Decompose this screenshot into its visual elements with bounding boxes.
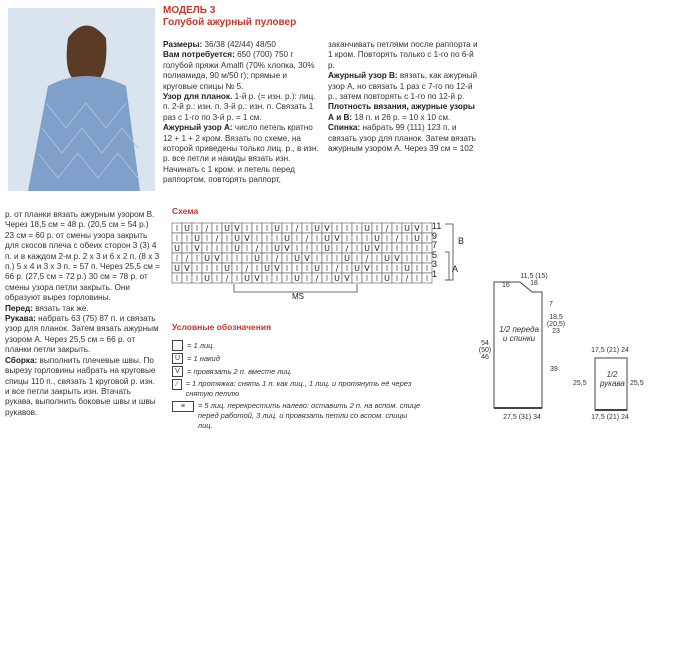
- legend-symbol-glyph: ∕: [176, 381, 178, 388]
- legend-title: Условные обозначения: [172, 322, 272, 332]
- chart-symbol: U: [204, 254, 210, 263]
- assembly-label: Сборка:: [5, 355, 38, 365]
- instructions-col1: [163, 40, 323, 186]
- chart-symbol: U: [384, 254, 390, 263]
- chart-symbol: V: [244, 234, 250, 243]
- sleeve-bottom-measure: 17,5 (21) 24: [591, 414, 629, 421]
- chart-symbol: U: [374, 234, 380, 243]
- legend-list: [172, 340, 422, 433]
- chart-symbol: U: [354, 264, 360, 273]
- chart-symbol: V: [234, 224, 240, 233]
- density-label: Плотность вязания, ажурные узоры А и В:: [328, 102, 475, 122]
- symbol-knit: [172, 340, 183, 351]
- back-label: Спинка:: [328, 123, 361, 133]
- chart-symbol: V: [364, 264, 370, 273]
- sizes-label: Размеры:: [163, 40, 203, 49]
- chart-symbol: V: [284, 244, 290, 253]
- chart-symbol: U: [244, 274, 250, 283]
- lace-a-text: число петель кратно 12 + 1 + 2 кром. Вязать по схеме, на которой приведены только лиц. р., в изн. р. все петли и накиды вязать изн. Начинать с 1 кром. и петель перед раппортом, повторять раппорт,: [163, 123, 319, 185]
- chart-symbol: ∕: [245, 264, 249, 273]
- band-label: Узор для планок.: [163, 92, 233, 102]
- legend-symbol-glyph: U: [174, 355, 181, 362]
- sleeve-left-height: 25,5: [573, 380, 587, 387]
- legend-item-yo: [172, 353, 422, 364]
- chart-symbol: V: [324, 224, 330, 233]
- chart-label-a: A: [452, 264, 459, 274]
- chart-symbol: ∕: [185, 254, 189, 263]
- chart-symbol: V: [214, 254, 220, 263]
- yarn-label: Вам потребуется:: [163, 50, 235, 60]
- sleeve-label: Рукава:: [5, 314, 36, 324]
- sleeve-right-height: 25,5: [630, 380, 644, 387]
- chart-symbol: ∕: [335, 264, 339, 273]
- left-continuation: р. от планки вязать ажурным узором В. Через 18,5 см = 48 р. (20,5 см = 54 р.) 23 см = 60 р. от смены узора закрыть для скосов плеча с обеих сторон 3 (3) 4 п. и в каждом 2-м р. 2 x 3 и 6 x 2 п. (8 x 3 п.) 5 x 4 и 3 x 3 п. = 57 п. Через 25,5 см = 66 р. (27,5 см = 72 р.) 30 см = 78 р. от смены узора петли закрыть. Они образуют вырез горловины.: [5, 210, 160, 303]
- chart-symbol: ∕: [275, 254, 279, 263]
- sleeve-label: 1/2 рукава: [600, 370, 625, 388]
- legend-text-yo: = 1 накид: [187, 353, 220, 363]
- chart-symbol: U: [364, 244, 370, 253]
- chart-symbol: ∕: [315, 274, 319, 283]
- chart-symbol: U: [414, 234, 420, 243]
- legend-item-knit: [172, 340, 422, 351]
- chart-symbol: U: [404, 224, 410, 233]
- symbol-skpo: [172, 379, 182, 390]
- chart-symbol: ∕: [345, 244, 349, 253]
- chart-symbol: U: [204, 274, 210, 283]
- lace-a-label: Ажурный узор А:: [163, 123, 233, 133]
- chart-symbol: U: [384, 274, 390, 283]
- chart-symbol: ∕: [385, 224, 389, 233]
- chart-symbol: V: [304, 254, 310, 263]
- chart-symbol: U: [294, 274, 300, 283]
- row-3: 3: [432, 259, 438, 269]
- body-height-measure: 54 (50) 46: [478, 340, 492, 361]
- chart-symbol: U: [344, 254, 350, 263]
- chart-symbol: V: [344, 274, 350, 283]
- chart-symbol: U: [284, 234, 290, 243]
- legend-text-cable: = 5 лиц. перекрестить налево: оставить 2 п. на вспом. спице перед работой, 3 лиц. и провязать петли со вспом. спицы лиц.: [197, 401, 421, 430]
- chart-symbol: U: [224, 264, 230, 273]
- chart-symbol: V: [184, 264, 190, 273]
- row-5: 5: [432, 249, 438, 260]
- symbol-cable: [172, 401, 194, 412]
- legend-item-cable: [172, 401, 422, 431]
- body-shoulder-measure: 16: [502, 282, 510, 289]
- band-text: 1-й р. (= изн. р.): лиц. п. 2-й р.: изн. п. 3-й р.: изн. п. Связать 1 раз с 1-го по 3-й р. = 1 см.: [163, 92, 316, 122]
- chart-symbol: U: [174, 264, 180, 273]
- instructions-left: [5, 210, 160, 418]
- chart-symbol: U: [324, 244, 330, 253]
- col2-intro: заканчивать петлями после раппорта и 1 кром. Повторять только с 1-го по 6-й р.: [328, 40, 478, 70]
- chart-symbol: U: [334, 274, 340, 283]
- body-width-measure: 27,5 (31) 34: [503, 414, 541, 421]
- legend-item-k2tog: [172, 366, 422, 377]
- chart-symbol: U: [364, 224, 370, 233]
- lace-b-text: вязать, как ажурный узор А, но связать 1 раз с 7-го по 12-й р., затем повторять с 1-го по 12-й р.: [328, 71, 478, 102]
- chart-symbol: ∕: [365, 254, 369, 263]
- sleeve-text: набрать 63 (75) 87 п. и связать узор для планок. Затем вязать ажурным узором А. Через 25,5 см = 66 р. от планки петли закрыть.: [5, 314, 159, 355]
- model-number: МОДЕЛЬ 3: [163, 5, 216, 16]
- legend-symbol-glyph: ≡: [180, 403, 185, 410]
- legend-symbol-glyph: V: [175, 368, 180, 375]
- legend-text-knit: = 1 лиц.: [187, 340, 215, 350]
- symbol-k2tog: [172, 366, 183, 377]
- model-photo: [8, 8, 155, 191]
- sizes-text: 36/38 (42/44) 48/50: [204, 40, 276, 49]
- body-label: 1/2 переда и спинки: [499, 325, 539, 343]
- chart-symbol: ∕: [205, 224, 209, 233]
- body-side-measure: 39: [550, 366, 558, 373]
- chart-symbol: ∕: [395, 234, 399, 243]
- chart-symbol: U: [254, 254, 260, 263]
- chart-symbol: U: [324, 234, 330, 243]
- chart-symbol: U: [194, 234, 200, 243]
- legend-text-k2tog: = провязать 2 п. вместе лиц.: [187, 366, 293, 376]
- body-armhole-measure: 18,5 (20,5) 23: [546, 314, 566, 335]
- body-shoulder-depth: 7: [549, 301, 553, 308]
- chart-symbol: V: [414, 224, 420, 233]
- chart-symbol: ∕: [225, 274, 229, 283]
- assembly-text: выполнить плечевые швы. По вырезу горловины набрать на круговые спицы 110 п., связать 1 круговой р. изн. и все петли закрыть изн. Втачать рукава, выполнить боковые швы и швы рукавов.: [5, 355, 156, 417]
- chart-symbol: U: [184, 224, 190, 233]
- lace-b-label: Ажурный узор В:: [328, 71, 398, 81]
- chart-symbol: ∕: [255, 244, 259, 253]
- chart-symbol: U: [314, 224, 320, 233]
- model-subtitle: Голубой ажурный пуловер: [163, 17, 297, 28]
- chart-symbol: U: [234, 244, 240, 253]
- chart-symbol: U: [314, 264, 320, 273]
- chart-symbol: V: [194, 244, 200, 253]
- front-text: вязать так же.: [35, 303, 89, 313]
- chart-symbol: ∕: [215, 234, 219, 243]
- legend-text-skpo: = 1 протяжка: снять 1 п. как лиц., 1 лиц. и протянуть её через снятую петлю: [185, 379, 412, 398]
- row-9: 9: [432, 230, 438, 241]
- row-1: 1: [432, 268, 438, 279]
- pattern-title: [163, 5, 296, 29]
- instructions-col2: [328, 40, 480, 154]
- chart-symbol: V: [374, 244, 380, 253]
- chart-symbol: V: [274, 264, 280, 273]
- chart-symbol: U: [264, 264, 270, 273]
- chart-symbol: V: [254, 274, 260, 283]
- yarn-text: 650 (700) 750 г голубой пряжи Amalfi (70% хлопка, 30% полиамида, 90 м/50 г); прямые и круговые спицы № 5.: [163, 50, 315, 91]
- chart-symbol: ∕: [405, 274, 409, 283]
- chart-title: Схема: [172, 206, 199, 216]
- chart-symbol: U: [274, 244, 280, 253]
- chart-symbol: V: [394, 254, 400, 263]
- body-neck-measure: 11,5 (15) 18: [520, 273, 548, 287]
- chart-row-numbers: [432, 222, 441, 279]
- symbol-yarn-over: [172, 353, 183, 364]
- sleeve-top-measure: 17,5 (21) 24: [591, 347, 629, 354]
- row-11: 11: [432, 221, 442, 231]
- chart-symbol: U: [174, 244, 180, 253]
- chart-symbol: U: [294, 254, 300, 263]
- chart-brackets: [443, 222, 463, 282]
- chart-symbol: U: [274, 224, 280, 233]
- chart-symbol: ∕: [305, 234, 309, 243]
- front-label: Перед:: [5, 303, 33, 313]
- legend-item-skpo: [172, 379, 422, 399]
- photo-image: [8, 8, 155, 191]
- chart-symbol: U: [224, 224, 230, 233]
- chart-symbol: ∕: [295, 224, 299, 233]
- chart-symbol: U: [234, 234, 240, 243]
- row-7: 7: [432, 240, 438, 250]
- chart-symbol: U: [404, 264, 410, 273]
- chart-symbol: V: [334, 234, 340, 243]
- density-text: 18 п. и 26 р. = 10 x 10 см.: [354, 112, 451, 122]
- chart-label-b: B: [458, 236, 465, 246]
- back-text: набрать 99 (111) 123 п. и связать узор для планок. Затем вязать ажурным узором А. Через 39 см = 102: [328, 123, 476, 154]
- chart-label-ms: MS: [292, 292, 304, 301]
